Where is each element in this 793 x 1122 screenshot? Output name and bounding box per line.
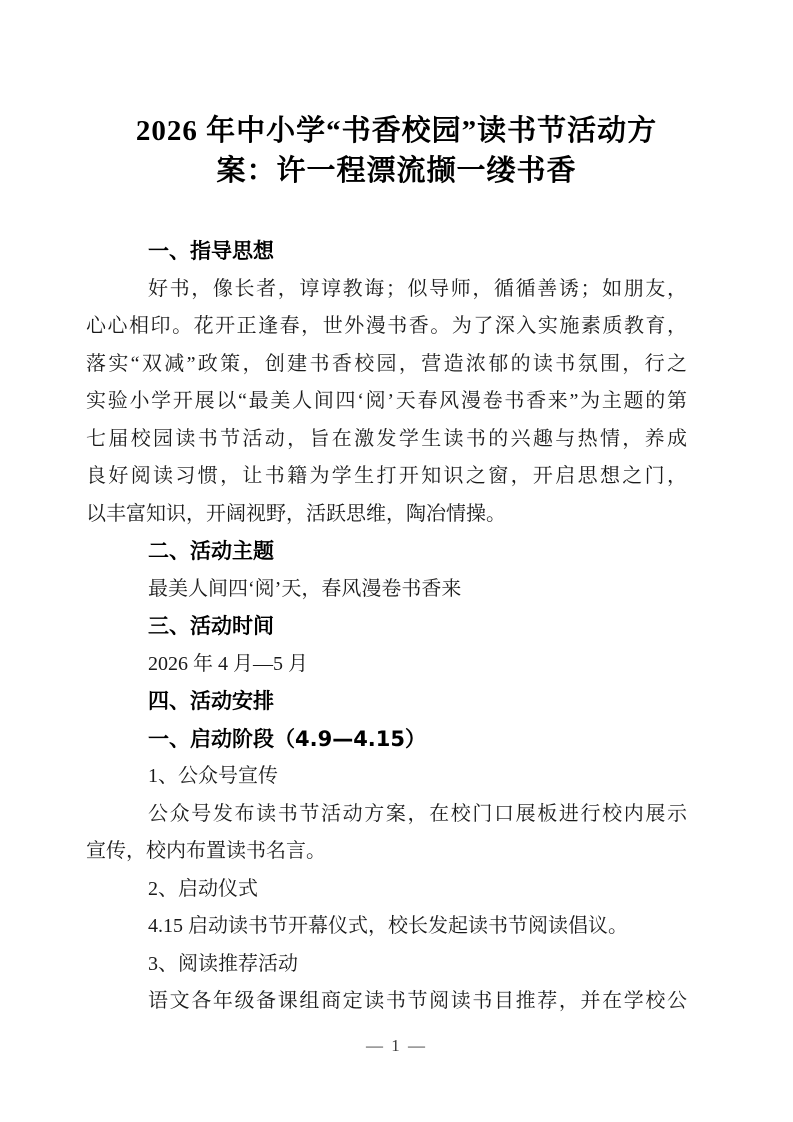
doc-title-line-2: 案：许一程漂流撷一缕书香 bbox=[216, 155, 577, 187]
body-line: 以丰富知识，开阔视野，活跃思维，陶冶情操。 bbox=[86, 502, 506, 525]
body-line: 心心相印。花开正逢春，世外漫书香。为了深入实施素质教育， bbox=[86, 315, 687, 337]
body-line: 宣传，校内布置读书名言。 bbox=[86, 840, 326, 862]
stage-heading: 一、启动阶段（4.9—4.15） bbox=[148, 726, 427, 751]
body-line: 好书，像长者，谆谆教诲；似导师，循循善诱；如朋友， bbox=[148, 277, 687, 300]
doc-body bbox=[0, 233, 793, 1021]
body-line: 公众号发布读书节活动方案，在校门口展板进行校内展示 bbox=[148, 802, 687, 825]
body-line: 良好阅读习惯，让书籍为学生打开知识之窗，开启思想之门， bbox=[86, 465, 687, 487]
section-heading-1: 一、指导思想 bbox=[148, 239, 274, 263]
body-line: 4.15 启动读书节开幕仪式，校长发起读书节阅读倡议。 bbox=[148, 915, 628, 937]
section-heading-4: 四、活动安排 bbox=[148, 689, 274, 713]
page-number: — 1 — bbox=[366, 1036, 427, 1055]
doc-title-line-1: 2026 年中小学“书香校园”读书节活动方 bbox=[135, 115, 658, 147]
body-line: 落实“双减”政策，创建书香校园，营造浓郁的读书氛围，行之 bbox=[86, 352, 687, 375]
item-label: 2、启动仪式 bbox=[148, 877, 258, 900]
item-label: 1、公众号宣传 bbox=[148, 765, 278, 787]
doc-title bbox=[0, 0, 793, 191]
item-label: 3、阅读推荐活动 bbox=[148, 952, 298, 975]
section-heading-3: 三、活动时间 bbox=[148, 614, 274, 638]
time-line: 2026 年 4 月—5 月 bbox=[148, 652, 308, 675]
theme-line: 最美人间四‘阅’天，春风漫卷书香来 bbox=[148, 577, 462, 600]
section-heading-2: 二、活动主题 bbox=[148, 539, 274, 563]
body-line: 实验小学开展以“最美人间四‘阅’天春风漫卷书香来”为主题的第 bbox=[86, 390, 687, 412]
body-line: 语文各年级备课组商定读书节阅读书目推荐，并在学校公 bbox=[148, 990, 687, 1012]
body-line: 七届校园读书节活动，旨在激发学生读书的兴趣与热情，养成 bbox=[86, 427, 687, 450]
